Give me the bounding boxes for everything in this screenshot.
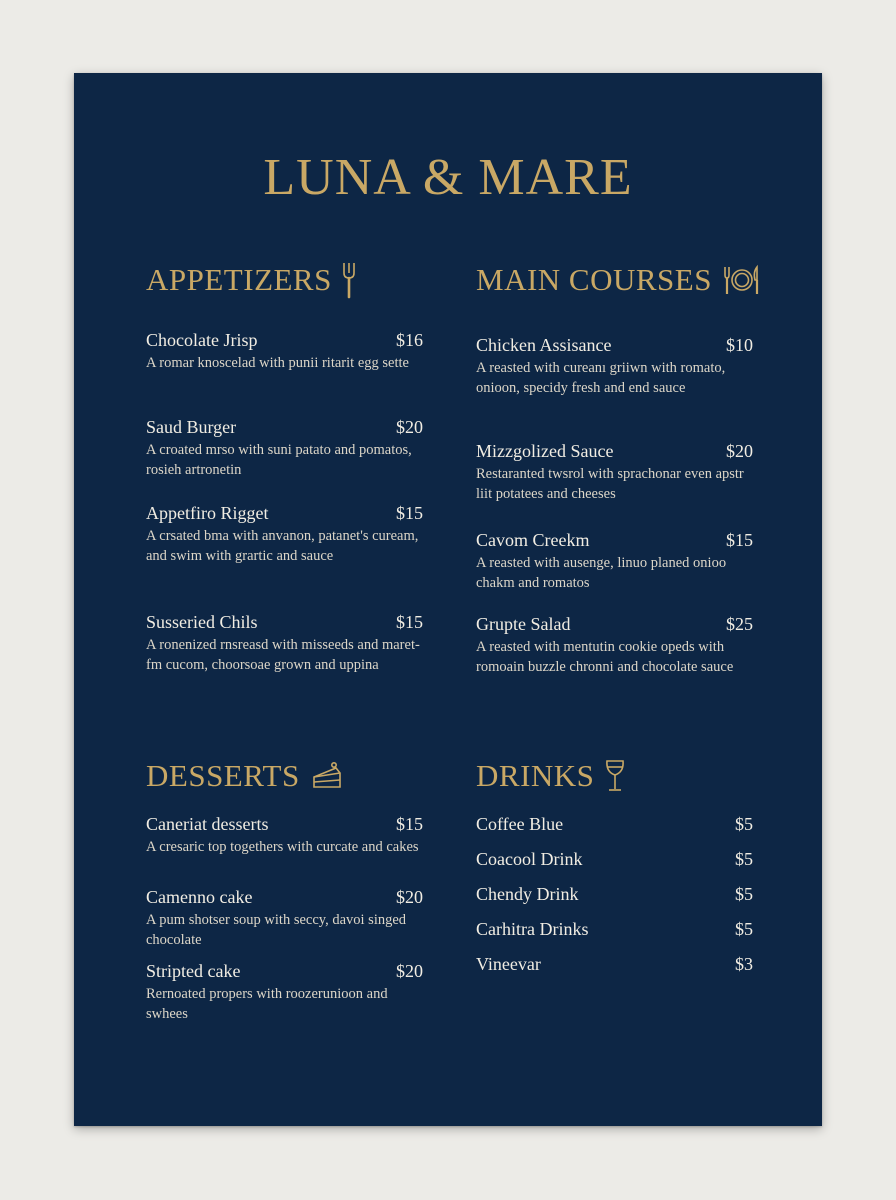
item-price: $15 — [396, 503, 423, 523]
item-price: $3 — [735, 954, 753, 974]
main-courses-title: MAIN COURSES — [476, 262, 712, 297]
item-price: $20 — [396, 961, 423, 981]
item-price: $10 — [726, 335, 753, 355]
desserts-title: DESSERTS — [146, 758, 300, 793]
menu-item — [476, 530, 753, 593]
item-description: A crsated bma with anvanon, patanet's cuream, and swim with grartic and sauce — [146, 528, 419, 564]
item-price: $20 — [396, 417, 423, 437]
menu-item — [146, 417, 423, 480]
item-name: Caneriat desserts — [146, 814, 269, 834]
item-description: A cresaric top togethers with curcate and cakes — [146, 839, 419, 855]
item-description: Rernoated propers with roozerunioon and swhees — [146, 986, 388, 1022]
item-description: A reasted with mentutin cookie ореds with romoain buzzle chronni and chocolate sauce — [476, 639, 734, 675]
item-price: $5 — [735, 814, 753, 834]
item-name: Cavom Creekm — [476, 530, 590, 550]
desserts-section — [146, 756, 423, 1022]
item-name: Carhitra Drinks — [476, 919, 589, 939]
item-name: Coacool Drink — [476, 849, 583, 869]
item-name: Chicken Assisance — [476, 335, 612, 355]
item-price: $20 — [396, 887, 423, 907]
item-name: Appetfiro Rigget — [146, 503, 269, 523]
drink-item — [476, 849, 753, 870]
desserts-heading — [146, 756, 423, 796]
fork-icon — [342, 261, 356, 299]
item-price: $15 — [726, 530, 753, 550]
wine-glass-icon — [604, 758, 626, 794]
item-description: A reasted with ausenge, linuo planed onioo chakm and romatos — [476, 555, 727, 591]
drink-item — [476, 919, 753, 940]
main-courses-heading — [476, 260, 753, 300]
item-name: Chendy Drink — [476, 884, 579, 904]
plate-cutlery-icon — [722, 264, 762, 296]
item-price: $20 — [726, 441, 753, 461]
item-name: Camenno cake — [146, 887, 253, 907]
appetizers-heading — [146, 260, 423, 300]
item-description: A romar knoscelad with punii ritarit egg sette — [146, 355, 409, 371]
menu-item — [146, 961, 423, 1024]
item-price: $5 — [735, 919, 753, 939]
menu-item — [146, 503, 423, 566]
item-name: Coffee Blue — [476, 814, 564, 834]
drinks-heading — [476, 756, 753, 796]
item-description: A reasted with cureanı griiwn with romato, onioon, specidy fresh and end sauce — [476, 360, 726, 396]
item-price: $15 — [396, 814, 423, 834]
item-price: $25 — [726, 614, 753, 634]
drinks-title: DRINKS — [476, 758, 595, 793]
item-description: A ronenized rnsreasd with misseeds and maret-fm cucom, choorsoae grown and uppina — [146, 637, 420, 673]
drink-item — [476, 954, 753, 975]
cake-slice-icon — [310, 759, 344, 793]
drink-item — [476, 884, 753, 905]
item-name: Stripted cake — [146, 961, 241, 981]
item-description: A croated mrso with suni patato and pomatos, rosieh artronetin — [146, 442, 412, 478]
drinks-section — [476, 756, 753, 974]
menu-item — [146, 612, 423, 675]
item-price: $15 — [396, 612, 423, 632]
item-name: Susseried Chils — [146, 612, 258, 632]
item-price: $5 — [735, 884, 753, 904]
item-name: Mizzgolized Sauce — [476, 441, 614, 461]
item-price: $16 — [396, 330, 423, 350]
menu-item — [476, 335, 753, 398]
item-name: Grupte Salad — [476, 614, 571, 634]
appetizers-section — [146, 260, 423, 673]
item-description: A pum shotser soup with seccy, davoi singed chocolate — [146, 912, 407, 948]
menu-item — [146, 887, 423, 950]
main-courses-section — [476, 260, 753, 675]
item-name: Vineevar — [476, 954, 541, 974]
item-description: Restaranted twsrol with sprachonar even apstr liit potatees and cheeses — [476, 466, 744, 502]
appetizers-title: APPETIZERS — [146, 262, 332, 297]
menu-item — [476, 441, 753, 504]
menu-item — [476, 614, 753, 677]
item-name: Saud Burger — [146, 417, 237, 437]
item-price: $5 — [735, 849, 753, 869]
restaurant-title: LUNA & MARE — [263, 149, 633, 206]
item-name: Chocolate Jrisp — [146, 330, 258, 350]
drink-item — [476, 814, 753, 835]
menu-item — [146, 814, 423, 858]
menu-item — [146, 330, 423, 374]
